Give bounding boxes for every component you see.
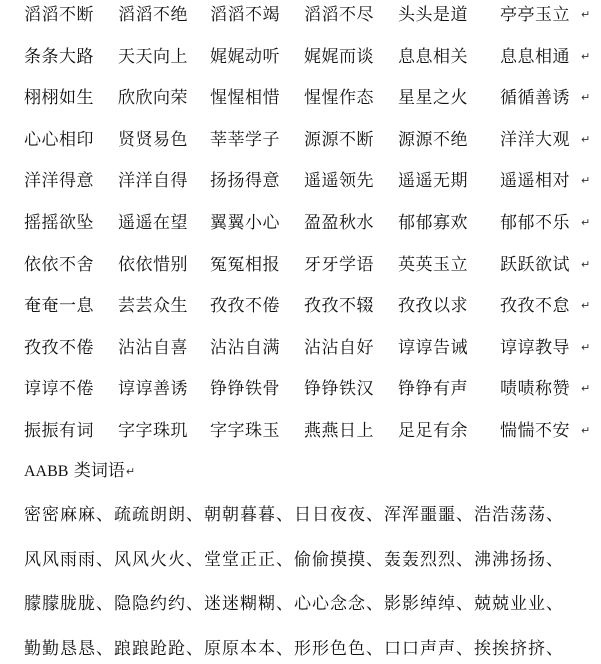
section-heading-latin: AABB (24, 463, 69, 480)
idiom-cell: 洋洋得意 (24, 171, 94, 192)
section-heading-aabb (24, 457, 135, 486)
idiom-cell: 跃跃欲试 (500, 254, 570, 275)
idiom-cell: 英英玉立 (398, 254, 468, 275)
idiom-cell: 遥遥领先 (304, 171, 374, 192)
paragraph-mark-icon: ↵ (581, 340, 591, 354)
paragraph-mark-icon: ↵ (581, 91, 591, 105)
idiom-cell: 翼翼小心 (210, 213, 280, 233)
idiom-cell: 摇摇欲坠 (24, 213, 94, 233)
paragraph-mark-icon: ↵ (581, 8, 591, 21)
idiom-cell: 滔滔不尽 (304, 5, 374, 25)
idiom-cell: 郁郁不乐 (500, 213, 570, 233)
idiom-cell: 沾沾自喜 (118, 337, 188, 358)
paragraph-mark-icon: ↵ (581, 299, 591, 313)
idiom-cell: 谆谆告诫 (398, 337, 468, 358)
idiom-cell: 惴惴不安 (500, 421, 570, 441)
paragraph-mark-icon: ↵ (581, 174, 591, 188)
paragraph-mark-icon: ↵ (581, 424, 591, 437)
idiom-cell: 娓娓而谈 (304, 46, 374, 67)
idiom-cell: 惺惺作态 (304, 88, 374, 109)
paragraph-mark-icon: ↵ (125, 465, 136, 478)
idiom-cell: 孜孜以求 (398, 296, 468, 317)
idiom-cell: 孜孜不倦 (24, 337, 94, 358)
idiom-cell: 莘莘学子 (210, 129, 280, 150)
list-item: 密密麻麻、疏疏朗朗、朝朝暮暮、日日夜夜、浑浑噩噩、浩浩荡荡、 (24, 505, 564, 525)
idiom-cell: 盈盈秋水 (304, 213, 374, 233)
idiom-cell: 燕燕日上 (304, 421, 374, 441)
idiom-cell: 谆谆不倦 (24, 379, 94, 400)
idiom-cell: 字字珠玑 (118, 421, 188, 441)
idiom-cell: 源源不断 (304, 129, 374, 150)
idiom-cell: 沾沾自好 (304, 337, 374, 358)
idiom-cell: 循循善诱 (500, 88, 570, 109)
idiom-cell: 谆谆善诱 (118, 379, 188, 400)
idiom-cell: 铮铮铁骨 (210, 379, 280, 400)
idiom-cell: 郁郁寡欢 (398, 213, 468, 233)
idiom-cell: 奄奄一息 (24, 296, 94, 317)
idiom-cell: 孜孜不怠 (500, 296, 570, 317)
idiom-cell: 欣欣向荣 (118, 88, 188, 109)
paragraph-mark-icon: ↵ (581, 49, 591, 63)
idiom-cell: 天天向上 (118, 46, 188, 67)
idiom-cell: 心心相印 (24, 129, 94, 150)
idiom-cell: 孜孜不辍 (304, 296, 374, 317)
idiom-cell: 条条大路 (24, 46, 94, 67)
table-row (0, 292, 601, 320)
idiom-cell: 滔滔不断 (24, 5, 94, 25)
section-heading-text: 类词语 (68, 461, 125, 481)
table-row (0, 334, 601, 362)
idiom-cell: 冤冤相报 (210, 254, 280, 275)
table-row (0, 1, 601, 29)
idiom-cell: 星星之火 (398, 88, 468, 109)
idiom-cell: 谆谆教导 (500, 337, 570, 358)
idiom-cell: 沾沾自满 (210, 337, 280, 358)
list-item: 朦朦胧胧、隐隐约约、迷迷糊糊、心心念念、影影绰绰、兢兢业业、 (24, 594, 564, 614)
idiom-cell: 洋洋自得 (118, 171, 188, 192)
table-row (0, 209, 601, 237)
idiom-cell: 足足有余 (398, 421, 468, 441)
paragraph-mark-icon: ↵ (581, 382, 591, 396)
table-row (0, 84, 601, 112)
idiom-cell: 铮铮铁汉 (304, 379, 374, 400)
idiom-cell: 孜孜不倦 (210, 296, 280, 317)
idiom-cell: 牙牙学语 (304, 254, 374, 275)
table-row (0, 375, 601, 403)
table-row (0, 167, 601, 195)
idiom-cell: 铮铮有声 (398, 379, 468, 400)
idiom-cell: 滔滔不绝 (118, 5, 188, 25)
idiom-cell: 扬扬得意 (210, 171, 280, 192)
table-row (0, 43, 601, 71)
idiom-cell: 遥遥无期 (398, 171, 468, 192)
idiom-cell: 源源不绝 (398, 129, 468, 150)
paragraph-mark-icon: ↵ (581, 216, 591, 229)
idiom-cell: 亭亭玉立 (500, 5, 570, 25)
table-row (0, 417, 601, 445)
idiom-cell: 息息相关 (398, 46, 468, 67)
idiom-cell: 息息相通 (500, 46, 570, 67)
idiom-cell: 依依惜别 (118, 254, 188, 275)
idiom-cell: 啧啧称赞 (500, 379, 570, 400)
idiom-cell: 遥遥相对 (500, 171, 570, 192)
idiom-cell: 遥遥在望 (118, 213, 188, 233)
paragraph-mark-icon: ↵ (581, 132, 591, 146)
idiom-cell: 依依不舍 (24, 254, 94, 275)
idiom-cell: 滔滔不竭 (210, 5, 280, 25)
idiom-cell: 头头是道 (398, 5, 468, 25)
idiom-cell: 栩栩如生 (24, 88, 94, 109)
idiom-cell: 振振有词 (24, 421, 94, 441)
idiom-cell: 洋洋大观 (500, 129, 570, 150)
list-item: 勤勤恳恳、踉踉跄跄、原原本本、形形色色、口口声声、挨挨挤挤、 (24, 638, 564, 659)
list-item: 风风雨雨、风风火火、堂堂正正、偷偷摸摸、轰轰烈烈、沸沸扬扬、 (24, 549, 564, 570)
paragraph-mark-icon: ↵ (581, 257, 591, 271)
idiom-cell: 惺惺相惜 (210, 88, 280, 109)
idiom-cell: 字字珠玉 (210, 421, 280, 441)
idiom-cell: 贤贤易色 (118, 129, 188, 150)
table-row (0, 126, 601, 154)
table-row (0, 251, 601, 279)
idiom-cell: 娓娓动听 (210, 46, 280, 67)
idiom-cell: 芸芸众生 (118, 296, 188, 317)
